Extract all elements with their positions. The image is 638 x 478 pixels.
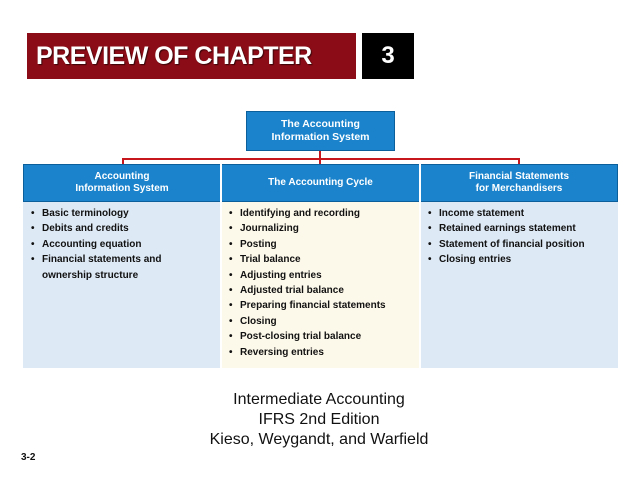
column-header-line1: Accounting xyxy=(94,171,150,182)
topic-list xyxy=(229,206,416,360)
column-header-accounting-cycle xyxy=(221,164,420,202)
list-item: • Income statement xyxy=(428,206,614,221)
list-item: • Closing entries xyxy=(428,252,614,267)
list-item: • Posting xyxy=(229,237,416,252)
slide-number: 3-2 xyxy=(21,452,36,463)
list-item: • Reversing entries xyxy=(229,345,416,360)
column-header-line2: Information System xyxy=(75,183,169,194)
root-node-line2: Information System xyxy=(271,131,370,143)
list-item: • Statement of financial position xyxy=(428,237,614,252)
list-item: • Debits and credits xyxy=(31,221,217,236)
topic-list xyxy=(31,206,217,283)
book-authors: Kieso, Weygandt, and Warfield xyxy=(209,431,429,448)
column-header-line2: for Merchandisers xyxy=(475,183,563,194)
list-item: • Adjusted trial balance xyxy=(229,283,416,298)
list-item: • Closing xyxy=(229,314,416,329)
chapter-title: PREVIEW OF CHAPTER xyxy=(36,41,312,70)
column-body-financial-statements xyxy=(420,202,618,368)
chapter-title-bar xyxy=(27,33,356,79)
book-title: Intermediate Accounting xyxy=(233,391,405,408)
column-divider xyxy=(419,164,421,368)
chapter-number: 3 xyxy=(381,42,395,69)
list-item: • Financial statements and ownership structure xyxy=(31,252,172,283)
list-item: • Adjusting entries xyxy=(229,268,416,283)
root-node xyxy=(246,111,395,151)
book-edition: IFRS 2nd Edition xyxy=(258,411,380,428)
list-item: • Basic terminology xyxy=(31,206,217,221)
connector-horizontal xyxy=(122,158,520,160)
book-citation xyxy=(0,390,638,450)
list-item: • Post-closing trial balance xyxy=(229,329,416,344)
list-item: • Journalizing xyxy=(229,221,416,236)
column-header-financial-statements xyxy=(420,164,618,202)
column-body-accounting-information-system xyxy=(23,202,221,368)
list-item: • Retained earnings statement xyxy=(428,221,614,236)
column-body-accounting-cycle xyxy=(221,202,420,368)
list-item: • Accounting equation xyxy=(31,237,217,252)
chapter-number-box xyxy=(362,33,414,79)
column-divider xyxy=(220,164,222,368)
column-header-line1: Financial Statements xyxy=(468,171,570,182)
list-item: • Preparing financial statements xyxy=(229,298,416,313)
topic-list xyxy=(428,206,614,268)
list-item: • Trial balance xyxy=(229,252,416,267)
column-header-line1: The Accounting Cycle xyxy=(268,177,373,188)
root-node-line1: The Accounting xyxy=(281,118,360,130)
list-item: • Identifying and recording xyxy=(229,206,416,221)
column-header-accounting-information-system xyxy=(23,164,221,202)
